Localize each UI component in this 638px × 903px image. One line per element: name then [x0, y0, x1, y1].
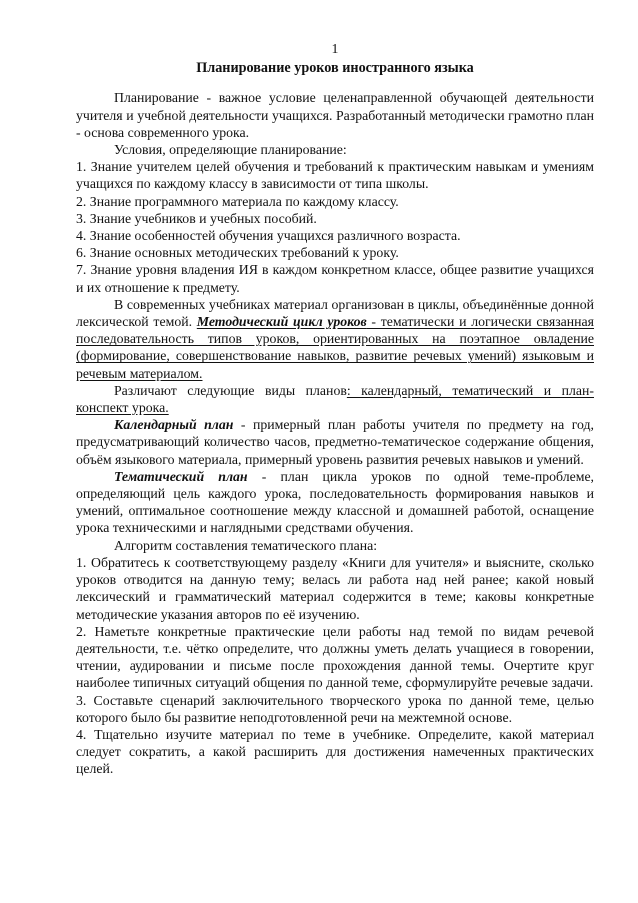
- document-title: Планирование уроков иностранного языка: [196, 60, 474, 77]
- conditions-heading: Условия, определяющие планирование:: [114, 142, 347, 158]
- thematic-plan-term: Тематический план: [114, 468, 248, 484]
- condition-item: 6. Знание основных методических требований к уроку.: [76, 245, 399, 261]
- cycle-definition-b: уроков, ориентированных на поэтапное овладение (формирование, совершенствование навыков, развитие речевых умений) языковым и речевым материалом.: [76, 331, 594, 381]
- plan-types-list: : календарный, тематический и план-конспект урока.: [76, 382, 594, 416]
- condition-item: 1. Знание учителем целей обучения и требований к практическим навыкам и умениям учащихся по каждому классу в зависимости от типа школы.: [76, 159, 594, 192]
- thematic-plan-paragraph: [76, 468, 594, 537]
- algorithm-step: 3. Составьте сценарий заключительного творческого урока по данной теме, целью которого было бы развитие неподготовленной речи на межтемной основе.: [76, 692, 594, 725]
- plan-types-paragraph: [76, 382, 594, 416]
- cycle-intro: В современных учебниках материал организован в циклы, объединённые донной лексической темой.: [76, 296, 594, 330]
- cycle-paragraph: [76, 296, 594, 382]
- condition-item: 3. Знание учебников и учебных пособий.: [76, 210, 317, 226]
- page-number: 1: [331, 41, 339, 56]
- condition-item: 7. Знание уровня владения ИЯ в каждом конкретном классе, общее развитие учащихся и их отношение к предмету.: [76, 262, 594, 295]
- calendar-plan-paragraph: [76, 416, 594, 468]
- cycle-definition-a: - тематически и логически связанная последовательность типов: [76, 314, 595, 347]
- cycle-term: Методический цикл уроков: [196, 314, 367, 330]
- thematic-plan-text: - план цикла уроков по одной теме-проблеме, определяющий цель каждого урока, последовательность формирования навыков и умений, оптимальное соотношение между классной и домашней работой, оснащение урока техническими и наглядными средствами обучения.: [76, 468, 595, 536]
- algorithm-step: 1. Обратитесь к соответствующему разделу «Книги для учителя» и выясните, сколько уроков отводится на данную тему; велась ли работа над ней ранее; какой новый лексический и грамматический материал содержится в теме; каковы конкретные методические указания авторов по её изучению.: [76, 554, 594, 622]
- intro-paragraph: Планирование - важное условие целенаправленной обучающей деятельности учителя и учебной деятельности учащихся. Разработанный методически грамотно план - основа современного урока.: [76, 90, 594, 140]
- calendar-plan-text: - примерный план работы учителя по предмету на год, предусматривающий количество часов, предметно-тематическое содержание общения, объём языкового материала, примерный уровень развития речевых навыков и умений.: [76, 417, 595, 467]
- calendar-plan-term: Календарный план: [114, 417, 234, 433]
- algorithm-step: 2. Наметьте конкретные практические цели работы над темой по видам речевой деятельности, т.е. чётко определите, что должны уметь делать учащиеся в говорении, чтении, аудировании и письме после прохождения данной темы. Очертите круг наиболее типичных ситуаций общения по данной теме, сформулируйте речевые задачи.: [76, 623, 594, 691]
- condition-item: 4. Знание особенностей обучения учащихся различного возраста.: [76, 228, 461, 244]
- algorithm-heading: Алгоритм составления тематического плана:: [114, 537, 378, 553]
- condition-item: 2. Знание программного материала по каждому классу.: [76, 193, 399, 209]
- plan-types-lead: Различают следующие виды планов: [114, 382, 347, 398]
- algorithm-step: 4. Тщательно изучите материал по теме в учебнике. Определите, какой материал следует сократить, а какой расширить для достижения намеченных практических целей.: [76, 726, 594, 777]
